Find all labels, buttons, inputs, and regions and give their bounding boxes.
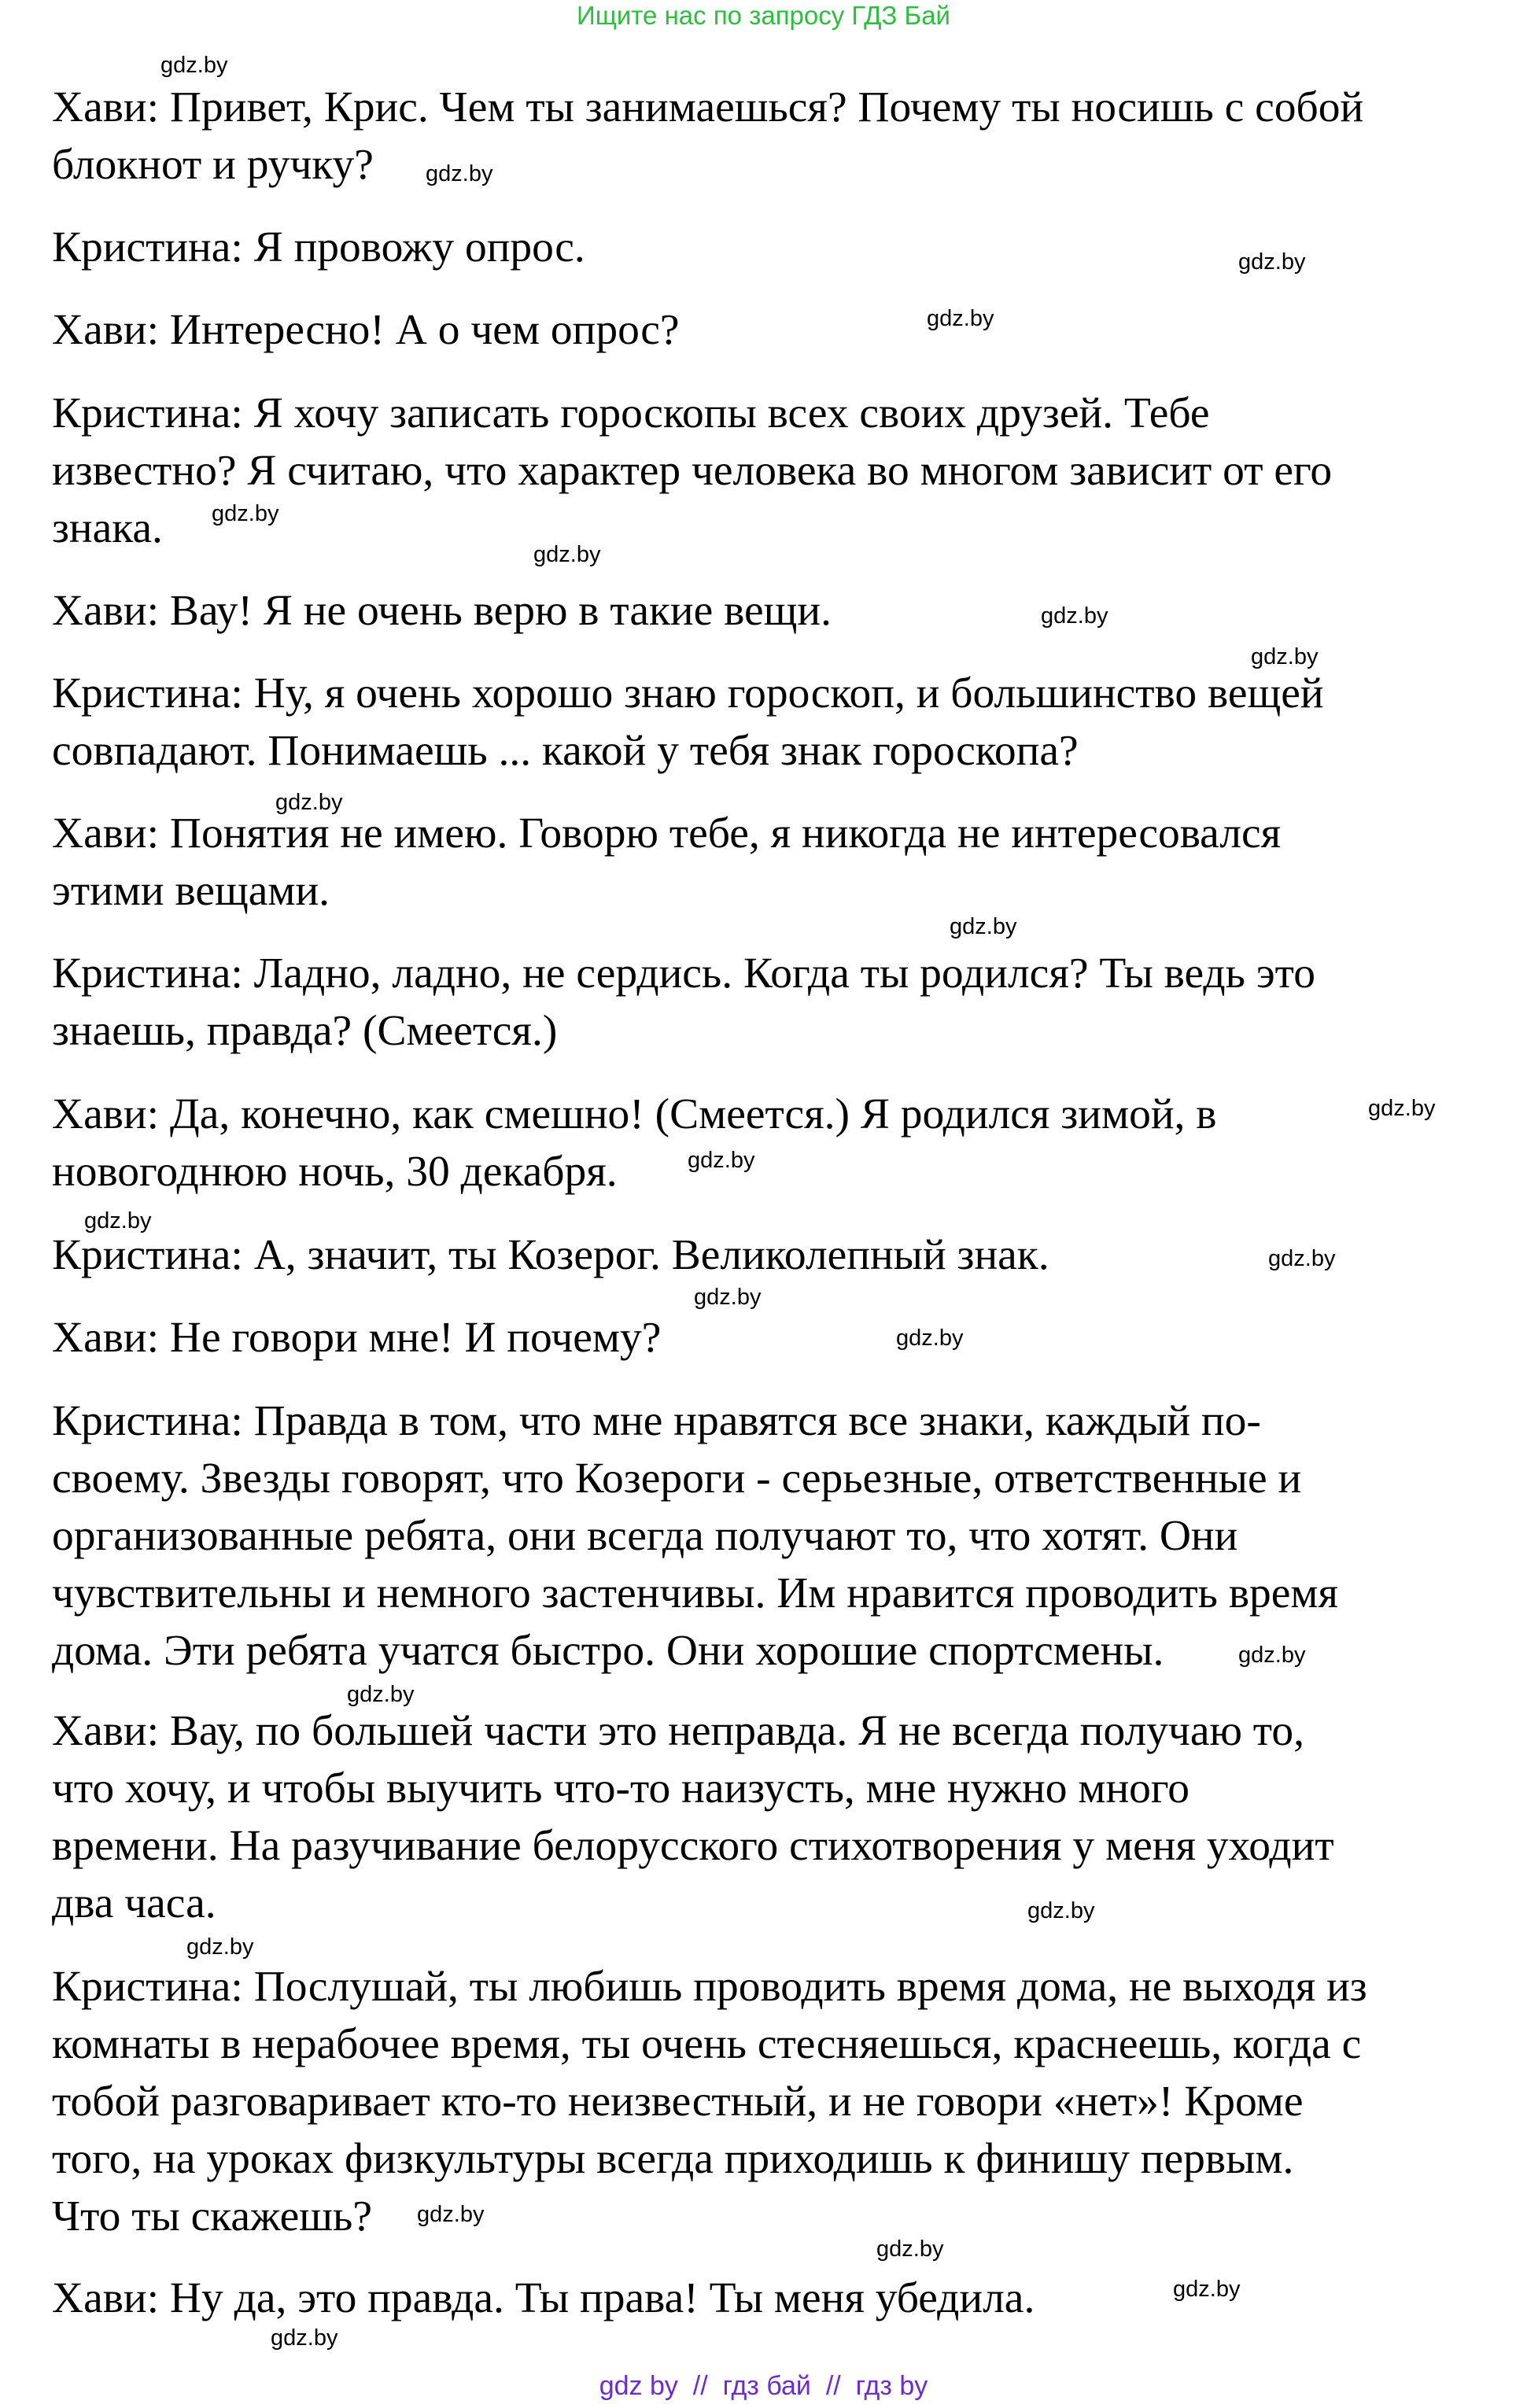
text-line: знака. xyxy=(52,504,163,552)
dialogue-line xyxy=(52,665,1484,780)
watermark: gdz.by xyxy=(927,306,994,331)
watermark: gdz.by xyxy=(417,2202,485,2227)
watermark: gdz.by xyxy=(1173,2277,1241,2302)
text-line: известно? Я считаю, что характер человека во многом зависит от его xyxy=(52,447,1333,495)
dialogue-line xyxy=(52,385,1484,557)
watermark: gdz.by xyxy=(275,790,343,815)
text-line: комнаты в нерабочее время, ты очень стесняешься, краснеешь, когда с xyxy=(52,2020,1362,2068)
text-line: что хочу, и чтобы выучить что-то наизусть, мне нужно много xyxy=(52,1765,1190,1812)
watermark: gdz.by xyxy=(426,161,493,186)
watermark: gdz.by xyxy=(212,501,279,526)
text-line: Хави: Да, конечно, как смешно! (Смеется.) Я родился зимой, в xyxy=(52,1090,1217,1138)
text-line: своему. Звезды говорят, что Козероги - серьезные, ответственные и xyxy=(52,1455,1302,1503)
text-line: Кристина: Послушай, ты любишь проводить время дома, не выходя из xyxy=(52,1963,1367,2011)
text-line: дома. Эти ребята учатся быстро. Они хорошие спортсмены. xyxy=(52,1627,1164,1675)
watermark: gdz.by xyxy=(1027,1898,1095,1923)
text-line: Хави: Понятия не имею. Говорю тебе, я никогда не интересовался xyxy=(52,809,1282,857)
dialogue-line xyxy=(52,1702,1484,1932)
dialogue-line xyxy=(52,2270,1484,2327)
text-line: Кристина: Ладно, ладно, не сердись. Когда ты родился? Ты ведь это xyxy=(52,950,1315,997)
text-line: Что ты скажешь? xyxy=(52,2192,372,2240)
dialogue-line xyxy=(52,945,1484,1060)
dialogue-line xyxy=(52,1392,1484,1680)
text-line: Хави: Ну да, это правда. Ты права! Ты меня убедила. xyxy=(52,2274,1035,2322)
text-line: Хави: Вау, по большей части это неправда. Я не всегда получаю то, xyxy=(52,1707,1304,1755)
text-line: Кристина: А, значит, ты Козерог. Великолепный знак. xyxy=(52,1231,1049,1279)
text-line: знаешь, правда? (Смеется.) xyxy=(52,1007,558,1055)
watermark: gdz.by xyxy=(347,1682,415,1707)
watermark: gdz.by xyxy=(876,2237,944,2262)
watermark: gdz.by xyxy=(1238,1643,1306,1668)
dialogue-line xyxy=(52,1309,1484,1366)
dialogue-line xyxy=(52,79,1484,194)
watermark: gdz.by xyxy=(1238,249,1306,275)
text-line: тобой разговаривает кто-то неизвестный, и не говори «нет»! Кроме xyxy=(52,2078,1304,2126)
watermark: gdz.by xyxy=(1251,644,1319,669)
text-line: совпадают. Понимаешь ... какой у тебя знак гороскопа? xyxy=(52,727,1079,775)
text-line: того, на уроках физкультуры всегда приходишь к финишу первым. xyxy=(52,2135,1294,2183)
text-line: Кристина: Ну, я очень хорошо знаю гороскоп, и большинство вещей xyxy=(52,669,1324,717)
watermark: gdz.by xyxy=(688,1148,755,1173)
dialogue-line xyxy=(52,1958,1484,2245)
text-line: два часа. xyxy=(52,1879,216,1927)
text-line: Хави: Вау! Я не очень верю в такие вещи. xyxy=(52,587,832,635)
text-line: Хави: Привет, Крис. Чем ты занимаешься? Почему ты носишь с собой xyxy=(52,83,1364,131)
watermark: gdz.by xyxy=(896,1326,964,1351)
watermark: gdz.by xyxy=(84,1208,152,1234)
text-line: Хави: Не говори мне! И почему? xyxy=(52,1314,662,1362)
dialogue-line xyxy=(52,1086,1484,1200)
watermark: gdz.by xyxy=(950,914,1017,939)
footer-links[interactable]: gdz by // гдз бай // гдз by xyxy=(599,2371,928,2401)
text-line: времени. На разучивание белорусского стихотворения у меня уходит xyxy=(52,1822,1334,1870)
watermark: gdz.by xyxy=(533,542,601,567)
dialogue-line xyxy=(52,805,1484,920)
watermark: gdz.by xyxy=(160,53,228,78)
text-line: Кристина: Я хочу записать гороскопы всех своих друзей. Тебе xyxy=(52,389,1210,437)
text-line: Кристина: Правда в том, что мне нравятся все знаки, каждый по- xyxy=(52,1397,1261,1445)
text-line: этими вещами. xyxy=(52,867,330,915)
text-line: чувствительны и немного застенчивы. Им нравится проводить время xyxy=(52,1569,1339,1617)
text-line: новогоднюю ночь, 30 декабря. xyxy=(52,1148,618,1196)
watermark: gdz.by xyxy=(1268,1246,1336,1271)
text-line: Кристина: Я провожу опрос. xyxy=(52,223,585,271)
text-line: блокнот и ручку? xyxy=(52,141,374,189)
watermark: gdz.by xyxy=(1041,603,1108,629)
watermark: gdz.by xyxy=(271,2325,338,2351)
watermark: gdz.by xyxy=(186,1934,254,1960)
dialogue-line xyxy=(52,301,1484,359)
text-line: Хави: Интересно! А о чем опрос? xyxy=(52,306,680,354)
text-line: организованные ребята, они всегда получают то, что хотят. Они xyxy=(52,1512,1238,1560)
watermark: gdz.by xyxy=(1368,1096,1436,1121)
watermark: gdz.by xyxy=(694,1285,762,1310)
dialogue-line xyxy=(52,582,1484,640)
search-hint-header[interactable]: Ищите нас по запросу ГДЗ Бай xyxy=(577,1,950,30)
